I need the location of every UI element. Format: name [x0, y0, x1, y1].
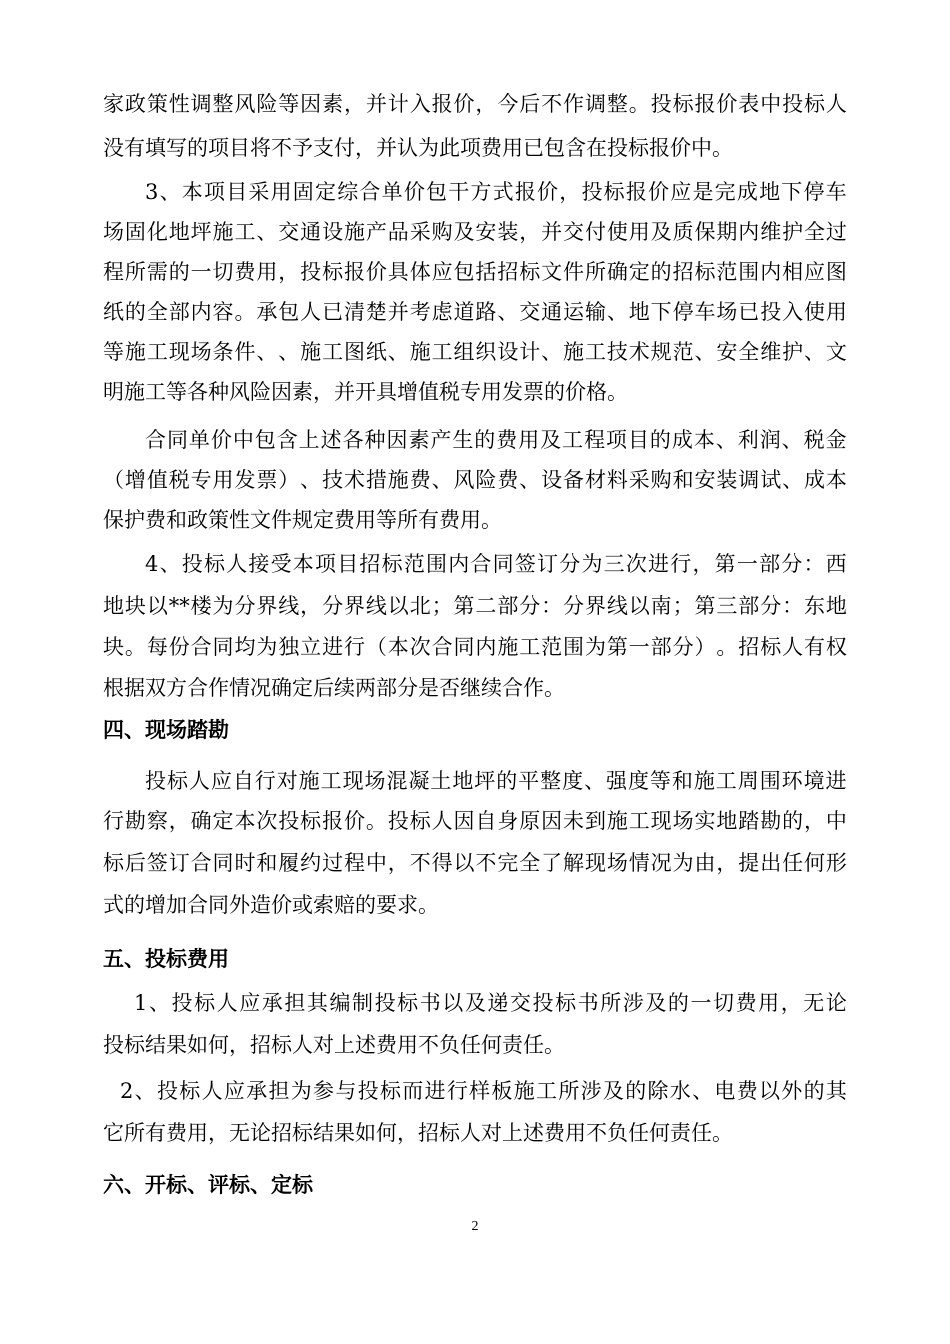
paragraph-line: 它所有费用，无论招标结果如何，招标人对上述费用不负任何责任。 — [103, 1121, 733, 1145]
page-number: 2 — [471, 1219, 479, 1234]
paragraph-line: 家 政 策 性 调 整 风 险 等 因 素 ， 并 计 入 报 价 ， 今 后 不 作 调 整 。 投 标 报 价 表 中 投 标 人 — [103, 92, 847, 116]
section-heading-5: 五、投标费用 — [103, 947, 229, 971]
section-heading-4: 四、现场踏勘 — [103, 718, 229, 742]
paragraph-line: 场 固 化 地 坪 施 工 、 交 通 设 施 产 品 采 购 及 安 装 ， 并 交 付 使 用 及 质 保 期 内 维 护 全 过 — [103, 220, 847, 244]
paragraph-line: 式的增加合同外造价或索赔的要求。 — [103, 893, 439, 917]
paragraph-line: 1 、 投 标 人 应 承 担 其 编 制 投 标 书 以 及 递 交 投 标 书 所 涉 及 的 一 切 费 用 ， 无 论 — [134, 991, 847, 1015]
paragraph-line: 块 。 每 份 合 同 均 为 独 立 进 行 （ 本 次 合 同 内 施 工 范 围 为 第 一 部 分 ） 。 招 标 人 有 权 — [103, 635, 847, 659]
paragraph-line: 标 后 签 订 合 同 时 和 履 约 过 程 中 ， 不 得 以 不 完 全 了 解 现 场 情 况 为 由 ， 提 出 任 何 形 — [103, 851, 847, 875]
paragraph-line: 等 施 工 现 场 条 件 、 、 施 工 图 纸 、 施 工 组 织 设 计 、 施 工 技 术 规 范 、 安 全 维 护 、 文 — [103, 340, 847, 364]
paragraph-line: 合 同 单 价 中 包 含 上 述 各 种 因 素 产 生 的 费 用 及 工 程 项 目 的 成 本 、 利 润 、 税 金 — [145, 428, 847, 452]
paragraph-line: 投标结果如何，招标人对上述费用不负任何责任。 — [103, 1033, 565, 1057]
paragraph-line: （ 增 值 税 专 用 发 票 ） 、 技 术 措 施 费 、 风 险 费 、 设 备 材 料 采 购 和 安 装 调 试 、 成 本 — [103, 468, 847, 492]
paragraph-line: 3 、 本 项 目 采 用 固 定 综 合 单 价 包 干 方 式 报 价 ， 投 标 报 价 应 是 完 成 地 下 停 车 — [145, 180, 847, 204]
paragraph-line: 投 标 人 应 自 行 对 施 工 现 场 混 凝 土 地 坪 的 平 整 度 、 强 度 等 和 施 工 周 围 环 境 进 — [145, 769, 847, 793]
paragraph-line: 2 、 投 标 人 应 承 担 为 参 与 投 标 而 进 行 样 板 施 工 所 涉 及 的 除 水 、 电 费 以 外 的 其 — [120, 1079, 847, 1103]
paragraph-line: 明施工等各种风险因素，并开具增值税专用发票的价格。 — [103, 380, 628, 404]
paragraph-line: 纸 的 全 部 内 容 。 承 包 人 已 清 楚 并 考 虑 道 路 、 交 通 运 输 、 地 下 停 车 场 已 投 入 使 用 — [103, 300, 847, 324]
paragraph-line: 没有填写的项目将不予支付，并认为此项费用已包含在投标报价中。 — [103, 136, 733, 160]
section-heading-6: 六、开标、评标、定标 — [103, 1173, 313, 1197]
paragraph-line: 行 勘 察 ， 确 定 本 次 投 标 报 价 。 投 标 人 因 自 身 原 因 未 到 施 工 现 场 实 地 踏 勘 的 ， 中 — [103, 809, 847, 833]
paragraph-line: 保护费和政策性文件规定费用等所有费用。 — [103, 508, 502, 532]
paragraph-line: 4 、 投 标 人 接 受 本 项 目 招 标 范 围 内 合 同 签 订 分 为 三 次 进 行 ， 第 一 部 分 ： 西 — [145, 552, 847, 576]
paragraph-line: 根据双方合作情况确定后续两部分是否继续合作。 — [103, 676, 565, 700]
paragraph-line: 程 所 需 的 一 切 费 用 ， 投 标 报 价 具 体 应 包 括 招 标 文 件 所 确 定 的 招 标 范 围 内 相 应 图 — [103, 260, 847, 284]
paragraph-line: 地 块 以 ** 楼 为 分 界 线 ， 分 界 线 以 北 ； 第 二 部 分 ： 分 界 线 以 南 ； 第 三 部 分 ： 东 地 — [103, 594, 847, 618]
